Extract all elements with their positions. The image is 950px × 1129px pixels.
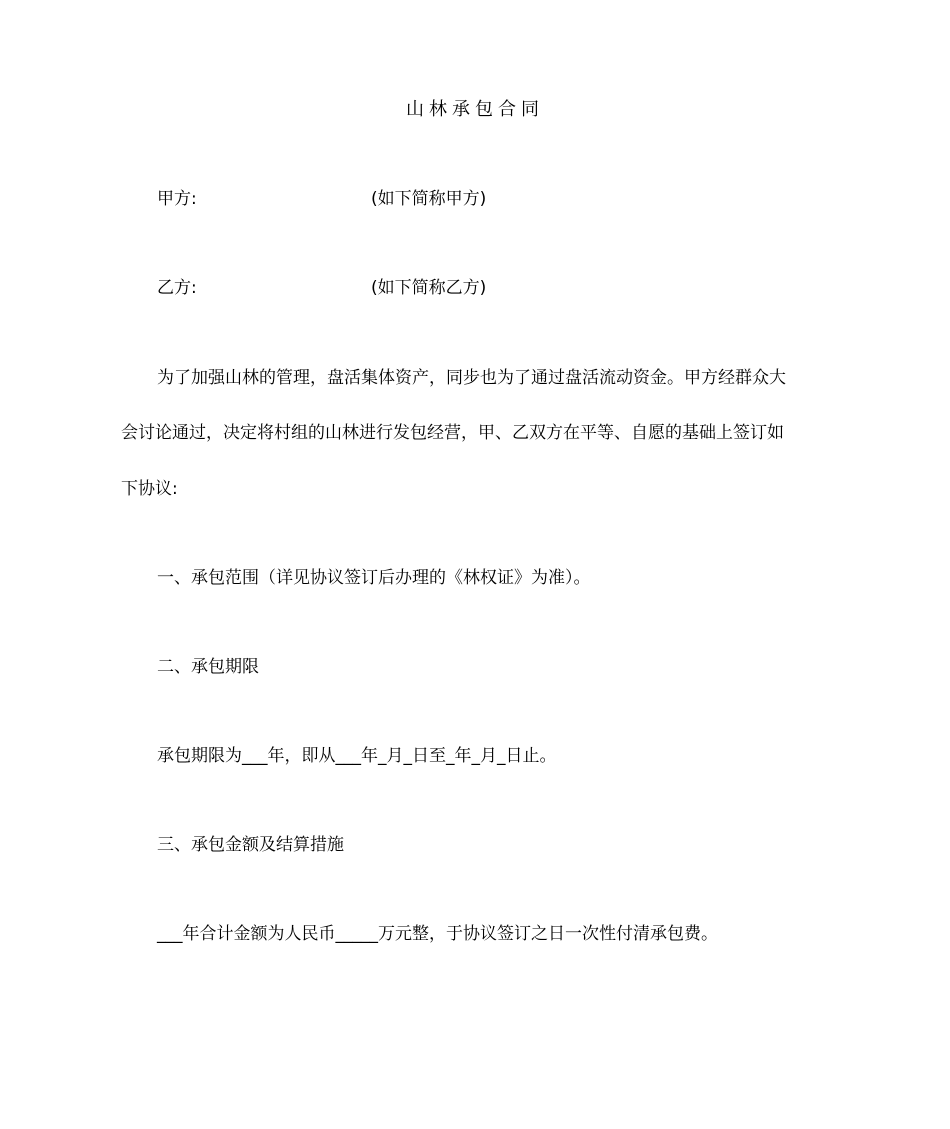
preamble-line-3: 下协议: bbox=[121, 479, 178, 499]
clause-1: 一、承包范围（详见协议签订后办理的《林权证》为准）。 bbox=[157, 568, 591, 588]
clause-2-body: 承包期限为___年，即从___年_月_日至_年_月_日止。 bbox=[157, 746, 557, 766]
clause-2-heading: 二、承包期限 bbox=[157, 657, 259, 677]
clause-3-heading: 三、承包金额及结算措施 bbox=[157, 835, 344, 855]
party-a-note: (如下简称甲方) bbox=[371, 189, 487, 209]
document-title: 山林承包合同 bbox=[406, 99, 544, 120]
party-b-note: (如下简称乙方) bbox=[371, 278, 487, 298]
preamble-line-1: 为了加强山林的管理，盘活集体资产，同步也为了通过盘活流动资金。甲方经群众大 bbox=[157, 368, 786, 388]
party-a-label: 甲方: bbox=[157, 189, 197, 209]
preamble-line-2: 会讨论通过，决定将村组的山林进行发包经营，甲、乙双方在平等、自愿的基础上签订如 bbox=[121, 423, 784, 443]
clause-3-body: ___年合计金额为人民币_____万元整，于协议签订之日一次性付清承包费。 bbox=[157, 924, 718, 944]
party-b-label: 乙方: bbox=[157, 278, 197, 298]
